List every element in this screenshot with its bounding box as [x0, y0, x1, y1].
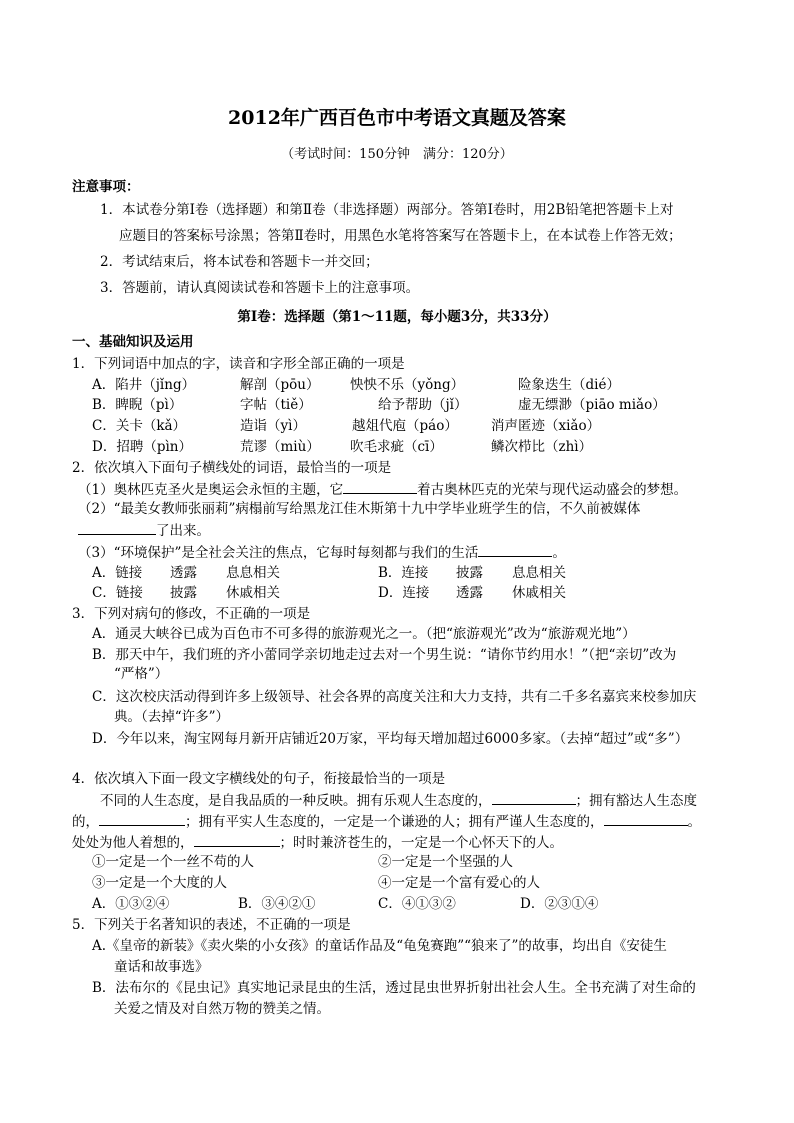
- answer-blank: [492, 791, 576, 805]
- notice-item-1-cont: 应题目的答案标号涂黑；答第Ⅱ卷时，用黑色水笔将答案写在答题卡上，在本试卷上作答无效；: [119, 228, 682, 244]
- q2-option-a-word2: 透露: [170, 565, 197, 581]
- q5-option-a: A.《皇帝的新装》《卖火柴的小女孩》的童话作品及“龟兔赛跑”“狼来了”的故事，均出自《安徒生: [92, 938, 667, 954]
- notice-item-3: 3．答题前，请认真阅读试卷和答题卡上的注意事项。: [100, 280, 420, 296]
- answer-blank: [604, 812, 688, 826]
- q2-stem: 2．依次填入下面句子横线处的词语，最恰当的一项是: [72, 460, 392, 476]
- q4-option-b: B．③④②①: [238, 896, 316, 912]
- q1-option-b-word2: 字帖（tiě）: [240, 397, 312, 413]
- q1-option-b: B．睥睨（pì）: [92, 397, 183, 413]
- q2-option-b-word2: 披露: [456, 565, 483, 581]
- q2-option-b-word3: 息息相关: [512, 565, 566, 581]
- answer-blank: [343, 480, 417, 494]
- q1-option-a-word2: 解剖（pōu）: [240, 377, 320, 393]
- q4-passage-line-3: 处处为他人着想的， ；时时兼济苍生的，一定是一个心怀天下的人。: [72, 835, 563, 851]
- q2-option-d-word3: 休戚相关: [512, 585, 566, 601]
- q1-option-a-word3: 怏怏不乐（yǒng）: [350, 377, 465, 393]
- section-heading: 一、基础知识及运用: [72, 334, 194, 350]
- notice-heading: 注意事项：: [72, 179, 140, 195]
- answer-blank: [478, 543, 552, 557]
- q1-option-c-word2: 造诣（yì）: [240, 418, 306, 434]
- q2-option-b: B．连接: [378, 565, 429, 581]
- q2-sentence-2: （2）“最美女教师张丽莉”病榻前写给黑龙江佳木斯第十九中学毕业班学生的信，不久前被媒体: [78, 501, 641, 517]
- q1-option-c-word3: 越俎代庖（páo）: [352, 418, 458, 434]
- q2-option-a-word3: 息息相关: [226, 565, 280, 581]
- q3-option-b: B．那天中午，我们班的齐小蕾同学亲切地走过去对一个男生说：“请你节约用水！”（把“亲切”改为: [92, 647, 677, 663]
- q2-sentence-1: （1）奥林匹克圣火是奥运会永恒的主题，它 着古奥林匹克的光荣与现代运动盛会的梦想。: [78, 482, 688, 498]
- q4-stem: 4．依次填入下面一段文字横线处的句子，衔接最恰当的一项是: [72, 771, 446, 787]
- q2-option-a: A．链接: [92, 565, 143, 581]
- q3-option-d: D．今年以来，淘宝网每月新开店铺近20万家，平均每天增加超过6000多家。（去掉“超过”或“多”）: [92, 731, 689, 747]
- q1-option-c-word4: 消声匿迹（xiǎo）: [491, 418, 601, 434]
- q3-stem: 3．下列对病句的修改，不正确的一项是: [72, 606, 311, 622]
- answer-blank: [78, 521, 156, 535]
- q1-option-d: D．招聘（pìn）: [92, 439, 192, 455]
- q2-option-d-word2: 透露: [456, 585, 483, 601]
- q3-option-c: C．这次校庆活动得到许多上级领导、社会各界的高度关注和大力支持，共有二千多名嘉宾来校参加庆: [92, 689, 697, 705]
- q2-option-c-word3: 休戚相关: [226, 585, 280, 601]
- q2-sentence-2-cont: 了出来。: [78, 521, 210, 540]
- q1-stem: 1．下列词语中加点的字，读音和字形全部正确的一项是: [72, 356, 405, 372]
- q5-option-b: B．法布尔的《昆虫记》真实地记录昆虫的生活，透过昆虫世界折射出社会人生。全书充满了对生命的: [92, 980, 696, 996]
- document-title: 2012年广西百色市中考语文真题及答案: [228, 107, 566, 129]
- q1-option-a: A．陷井（jǐng）: [92, 377, 196, 393]
- q1-option-c: C．关卡（kǎ）: [92, 418, 187, 434]
- q4-option-d: D．②③①④: [520, 896, 599, 912]
- q4-sentence-4: ④一定是一个富有爱心的人: [378, 875, 540, 891]
- q4-sentence-1: ①一定是一个一丝不苟的人: [92, 854, 254, 870]
- q2-sentence-3: （3）“环境保护”是全社会关注的焦点，它每时每刻都与我们的生活 。: [78, 545, 566, 561]
- exam-info: （考试时间：150分钟 满分：120分）: [281, 147, 513, 162]
- q1-option-b-word4: 虚无缥渺（piāo miǎo）: [518, 397, 666, 413]
- q1-option-d-word4: 鳞次栉比（zhì）: [491, 439, 593, 455]
- q5-option-b-cont: 关爱之情及对自然万物的赞美之情。: [114, 1001, 330, 1017]
- answer-blank: [194, 833, 280, 847]
- q5-option-a-cont: 童话和故事选》: [114, 959, 209, 975]
- q4-option-c: C．④①③②: [378, 896, 456, 912]
- q1-option-b-word3: 给予帮助（jǐ）: [378, 397, 468, 413]
- q1-option-d-word2: 荒谬（miù）: [240, 439, 320, 455]
- q4-passage-line-1: 不同的人生态度，是自我品质的一种反映。拥有乐观人生态度的， ；拥有豁达人生态度: [100, 793, 697, 809]
- notice-item-1: 1．本试卷分第Ⅰ卷（选择题）和第Ⅱ卷（非选择题）两部分。答第Ⅰ卷时，用2B铅笔把答题卡上对: [100, 202, 674, 218]
- q2-option-c-word2: 披露: [170, 585, 197, 601]
- q4-sentence-3: ③一定是一个大度的人: [92, 875, 227, 891]
- q4-sentence-2: ②一定是一个坚强的人: [378, 854, 513, 870]
- q4-passage-line-2: 的， ；拥有平实人生态度的，一定是一个谦逊的人；拥有严谨人生态度的， 。: [72, 814, 701, 830]
- q2-option-c: C．链接: [92, 585, 143, 601]
- q3-option-a: A．通灵大峡谷已成为百色市不可多得的旅游观光之一。（把“旅游观光”改为“旅游观光地”）: [92, 626, 636, 642]
- q3-option-b-cont: “严格”）: [114, 666, 169, 682]
- q5-stem: 5．下列关于名著知识的表述，不正确的一项是: [72, 917, 351, 933]
- q4-option-a: A．①③②④: [92, 896, 170, 912]
- part1-heading: 第Ⅰ卷：选择题（第1～11题，每小题3分，共33分）: [237, 309, 557, 325]
- q1-option-d-word3: 吹毛求疵（cī）: [350, 439, 443, 455]
- answer-blank: [99, 812, 185, 826]
- q2-option-d: D．连接: [378, 585, 430, 601]
- notice-item-2: 2．考试结束后，将本试卷和答题卡一并交回；: [100, 254, 379, 270]
- q3-option-c-cont: 典。（去掉“许多”）: [114, 709, 230, 725]
- q1-option-a-word4: 险象迭生（dié）: [518, 377, 620, 393]
